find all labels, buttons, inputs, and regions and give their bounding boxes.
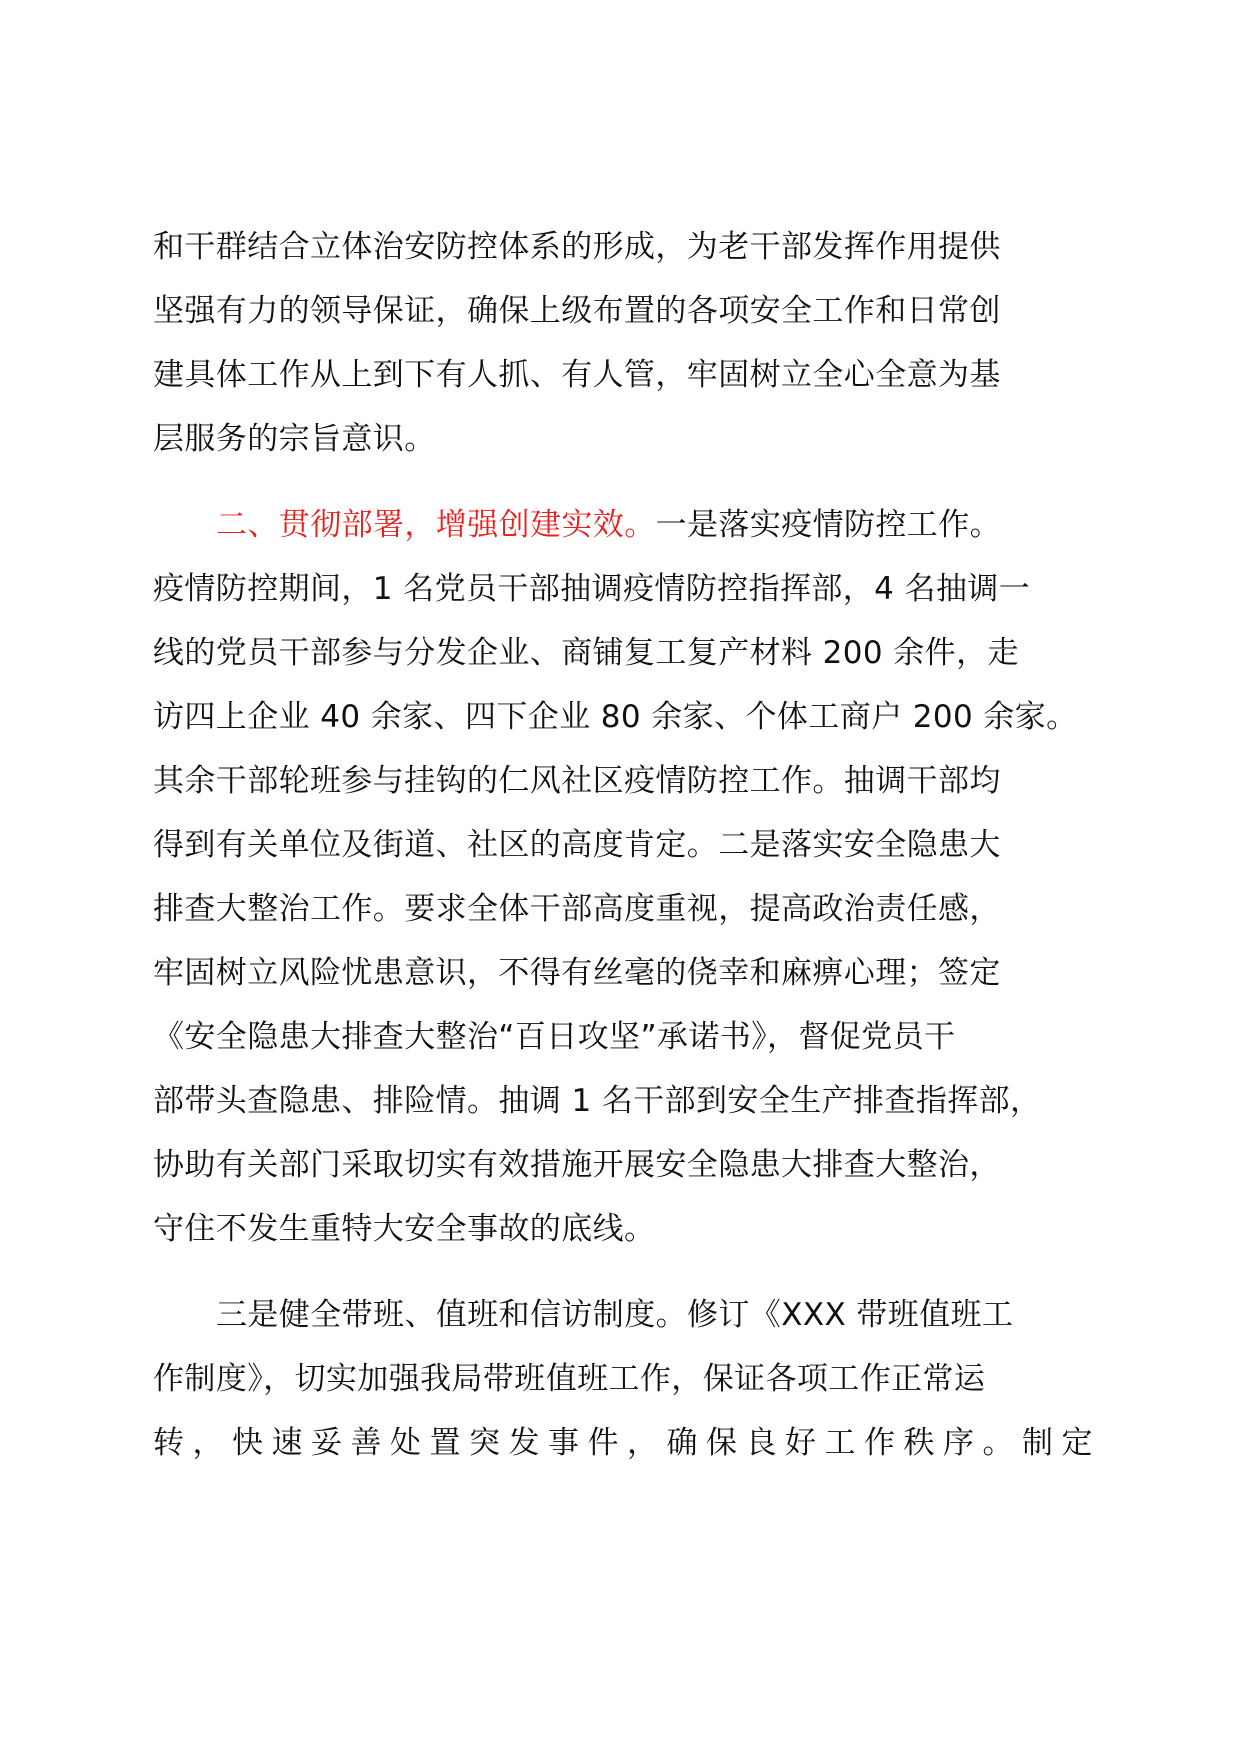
paragraph-line: 和干群结合立体治安防控体系的形成，为老干部发挥作用提供 (153, 229, 1001, 265)
paragraph-line: 协助有关部门采取切实有效措施开展安全隐患大排查大整治， (153, 1147, 1001, 1183)
paragraph-line: 建具体工作从上到下有人抓、有人管，牢固树立全心全意为基 (153, 357, 1001, 393)
paragraph-line: 作制度》，切实加强我局带班值班工作，保证各项工作正常运 (153, 1361, 986, 1397)
paragraph-line: 转，快速妥善处置突发事件，确保良好工作秩序。制定 (153, 1425, 1101, 1461)
paragraph-line: 层服务的宗旨意识。 (153, 421, 436, 457)
paragraph-line: 访四上企业 40 余家、四下企业 80 余家、个体工商户 200 余家。 (153, 699, 1078, 735)
paragraph-line: 坚强有力的领导保证，确保上级布置的各项安全工作和日常创 (153, 293, 1001, 329)
paragraph-line: 得到有关单位及街道、社区的高度肯定。二是落实安全隐患大 (153, 827, 1001, 863)
paragraph-line: 《安全隐患大排查大整治“百日攻坚”承诺书》，督促党员干 (153, 1019, 956, 1055)
paragraph-line: 部带头查隐患、排险情。抽调 1 名干部到安全生产排查指挥部， (153, 1083, 1042, 1119)
paragraph-line: 其余干部轮班参与挂钩的仁风社区疫情防控工作。抽调干部均 (153, 763, 1001, 799)
paragraph-line: 三是健全带班、值班和信访制度。修订《XXX 带班值班工 (216, 1297, 1014, 1333)
paragraph-line: 牢固树立风险忧患意识，不得有丝毫的侥幸和麻痹心理；签定 (153, 955, 1001, 991)
paragraph-text: 一是落实疫情防控工作。 (655, 507, 1002, 543)
paragraph-line: 线的党员干部参与分发企业、商铺复工复产材料 200 余件，走 (153, 635, 1019, 671)
paragraph-line: 排查大整治工作。要求全体干部高度重视，提高政治责任感， (153, 891, 1001, 927)
paragraph-line: 疫情防控期间，1 名党员干部抽调疫情防控指挥部，4 名抽调一 (153, 571, 1031, 607)
section-heading-line (216, 503, 1001, 547)
section-heading: 二、贯彻部署，增强创建实效。 (216, 507, 656, 543)
paragraph-line: 守住不发生重特大安全事故的底线。 (153, 1211, 656, 1247)
